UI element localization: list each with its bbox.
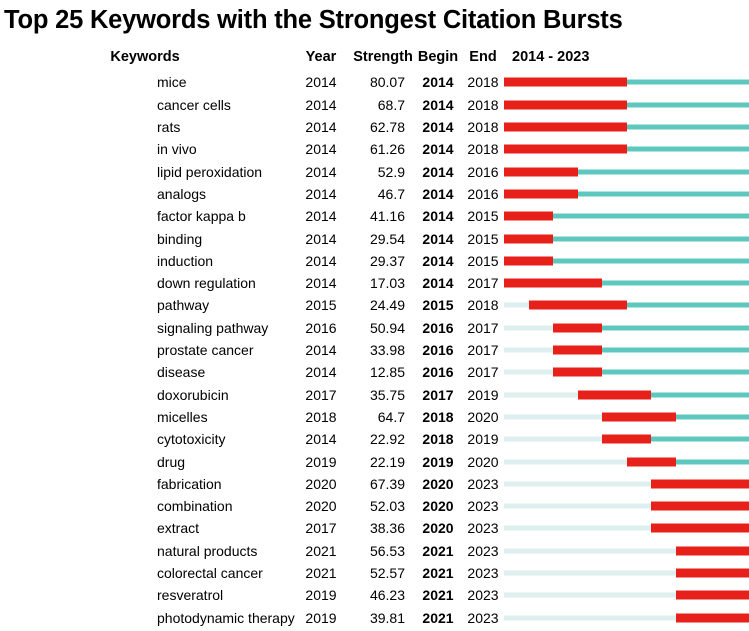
- row-year: 2014: [305, 185, 337, 202]
- table-row: [0, 138, 749, 160]
- table-row: [0, 383, 749, 405]
- row-timeline: [504, 294, 749, 316]
- row-year: 2020: [305, 475, 337, 492]
- timeline-post-segment: [627, 147, 749, 152]
- row-begin: 2014: [422, 141, 454, 158]
- timeline-burst-segment: [504, 145, 627, 154]
- row-year: 2019: [305, 609, 337, 626]
- row-timeline: [504, 339, 749, 361]
- row-begin: 2021: [422, 542, 454, 559]
- timeline-pre-segment: [504, 593, 676, 598]
- timeline-burst-segment: [627, 457, 676, 466]
- table-row: [0, 406, 749, 428]
- table-row: [0, 606, 749, 628]
- table-row: [0, 71, 749, 93]
- row-timeline: [504, 94, 749, 116]
- table-row: [0, 94, 749, 116]
- timeline-pre-segment: [504, 414, 602, 419]
- row-keyword: fabrication: [157, 475, 222, 492]
- row-strength: 61.26: [369, 141, 405, 158]
- row-strength: 17.03: [369, 275, 405, 292]
- row-end: 2017: [467, 319, 499, 336]
- row-begin: 2016: [422, 319, 454, 336]
- row-end: 2019: [467, 431, 499, 448]
- row-timeline: [504, 227, 749, 249]
- row-end: 2023: [467, 587, 499, 604]
- timeline-pre-segment: [504, 481, 651, 486]
- row-timeline: [504, 606, 749, 628]
- row-keyword: signaling pathway: [157, 319, 269, 336]
- row-end: 2020: [467, 408, 499, 425]
- row-strength: 68.7: [377, 96, 405, 113]
- timeline-burst-segment: [553, 323, 602, 332]
- row-begin: 2014: [422, 163, 454, 180]
- row-timeline: [504, 71, 749, 93]
- row-end: 2017: [467, 364, 499, 381]
- burst-table: [0, 49, 749, 628]
- row-keyword: rats: [157, 119, 181, 136]
- row-year: 2018: [305, 408, 337, 425]
- row-end: 2023: [467, 564, 499, 581]
- row-timeline: [504, 116, 749, 138]
- row-begin: 2019: [422, 453, 454, 470]
- row-keyword: down regulation: [157, 275, 256, 292]
- row-begin: 2020: [422, 520, 454, 537]
- timeline-post-segment: [553, 236, 749, 241]
- table-row: [0, 317, 749, 339]
- timeline-post-segment: [602, 370, 749, 375]
- row-keyword: micelles: [157, 408, 208, 425]
- timeline-post-segment: [553, 258, 749, 263]
- row-year: 2016: [305, 319, 337, 336]
- timeline-pre-segment: [504, 437, 602, 442]
- timeline-post-segment: [627, 125, 749, 130]
- row-timeline: [504, 138, 749, 160]
- table-row: [0, 450, 749, 472]
- timeline-burst-segment: [504, 234, 553, 243]
- timeline-post-segment: [602, 325, 749, 330]
- row-strength: 46.7: [377, 185, 405, 202]
- row-keyword: mice: [157, 74, 187, 91]
- row-year: 2014: [305, 74, 337, 91]
- row-year: 2014: [305, 431, 337, 448]
- row-timeline: [504, 406, 749, 428]
- timeline-burst-segment: [602, 412, 676, 421]
- row-keyword: photodynamic therapy: [157, 609, 295, 626]
- timeline-post-segment: [651, 392, 749, 397]
- row-year: 2014: [305, 275, 337, 292]
- row-begin: 2021: [422, 609, 454, 626]
- row-begin: 2018: [422, 408, 454, 425]
- row-year: 2014: [305, 208, 337, 225]
- table-row: [0, 227, 749, 249]
- row-keyword: combination: [157, 498, 233, 515]
- row-end: 2016: [467, 163, 499, 180]
- row-keyword: in vivo: [157, 141, 197, 158]
- row-timeline: [504, 161, 749, 183]
- table-row: [0, 250, 749, 272]
- row-end: 2017: [467, 275, 499, 292]
- row-timeline: [504, 540, 749, 562]
- row-strength: 52.03: [369, 498, 405, 515]
- row-strength: 12.85: [369, 364, 405, 381]
- row-timeline: [504, 473, 749, 495]
- row-year: 2021: [305, 564, 337, 581]
- row-end: 2018: [467, 96, 499, 113]
- timeline-burst-segment: [676, 591, 749, 600]
- timeline-post-segment: [676, 414, 749, 419]
- row-keyword: resveratrol: [157, 587, 224, 604]
- row-timeline: [504, 183, 749, 205]
- timeline-post-segment: [602, 281, 749, 286]
- row-year: 2014: [305, 364, 337, 381]
- row-begin: 2017: [422, 386, 454, 403]
- table-row: [0, 272, 749, 294]
- row-end: 2018: [467, 297, 499, 314]
- row-timeline: [504, 272, 749, 294]
- row-timeline: [504, 517, 749, 539]
- row-strength: 22.92: [369, 431, 405, 448]
- row-strength: 33.98: [369, 342, 405, 359]
- row-year: 2021: [305, 542, 337, 559]
- row-strength: 38.36: [369, 520, 405, 537]
- row-timeline: [504, 495, 749, 517]
- row-strength: 52.57: [369, 564, 405, 581]
- timeline-burst-segment: [529, 301, 627, 310]
- row-keyword: disease: [157, 364, 206, 381]
- table-row: [0, 428, 749, 450]
- table-row: [0, 562, 749, 584]
- row-strength: 22.19: [369, 453, 405, 470]
- row-strength: 52.9: [377, 163, 405, 180]
- table-row: [0, 205, 749, 227]
- row-strength: 56.53: [369, 542, 405, 559]
- row-end: 2023: [467, 498, 499, 515]
- timeline-burst-segment: [504, 123, 627, 132]
- row-keyword: drug: [157, 453, 186, 470]
- column-header-end: End: [469, 49, 497, 66]
- row-strength: 24.49: [369, 297, 405, 314]
- row-begin: 2020: [422, 498, 454, 515]
- row-keyword: cancer cells: [157, 96, 231, 113]
- timeline-pre-segment: [504, 392, 578, 397]
- row-timeline: [504, 450, 749, 472]
- column-header-strength: Strength: [353, 49, 413, 66]
- row-keyword: doxorubicin: [157, 386, 229, 403]
- row-timeline: [504, 428, 749, 450]
- table-row: [0, 294, 749, 316]
- timeline-burst-segment: [651, 524, 749, 533]
- row-keyword: cytotoxicity: [157, 431, 226, 448]
- row-keyword: factor kappa b: [157, 208, 246, 225]
- citation-burst-chart: [0, 49, 749, 628]
- row-begin: 2014: [422, 252, 454, 269]
- timeline-pre-segment: [504, 348, 553, 353]
- timeline-burst-segment: [602, 435, 651, 444]
- row-begin: 2014: [422, 230, 454, 247]
- timeline-post-segment: [627, 80, 749, 85]
- row-timeline: [504, 383, 749, 405]
- timeline-post-segment: [553, 214, 749, 219]
- row-year: 2017: [305, 520, 337, 537]
- timeline-burst-segment: [504, 212, 553, 221]
- row-strength: 80.07: [369, 74, 405, 91]
- row-strength: 41.16: [369, 208, 405, 225]
- table-row: [0, 161, 749, 183]
- timeline-post-segment: [627, 303, 749, 308]
- row-strength: 39.81: [369, 609, 405, 626]
- timeline-pre-segment: [504, 548, 676, 553]
- table-row: [0, 183, 749, 205]
- row-begin: 2014: [422, 74, 454, 91]
- timeline-burst-segment: [651, 502, 749, 511]
- table-row: [0, 339, 749, 361]
- row-strength: 62.78: [369, 119, 405, 136]
- row-keyword: colorectal cancer: [157, 564, 263, 581]
- timeline-burst-segment: [578, 390, 652, 399]
- timeline-pre-segment: [504, 370, 553, 375]
- table-header-row: [0, 49, 749, 71]
- table-row: [0, 116, 749, 138]
- timeline-post-segment: [578, 191, 749, 196]
- row-timeline: [504, 205, 749, 227]
- row-end: 2015: [467, 230, 499, 247]
- row-strength: 50.94: [369, 319, 405, 336]
- table-row: [0, 517, 749, 539]
- row-begin: 2021: [422, 587, 454, 604]
- row-year: 2014: [305, 141, 337, 158]
- row-begin: 2014: [422, 208, 454, 225]
- row-strength: 29.54: [369, 230, 405, 247]
- row-keyword: extract: [157, 520, 200, 537]
- row-begin: 2014: [422, 119, 454, 136]
- row-end: 2023: [467, 609, 499, 626]
- timeline-burst-segment: [553, 346, 602, 355]
- row-end: 2020: [467, 453, 499, 470]
- timeline-burst-segment: [504, 78, 627, 87]
- row-strength: 35.75: [369, 386, 405, 403]
- column-header-keywords: Keywords: [110, 49, 180, 66]
- row-begin: 2014: [422, 275, 454, 292]
- timeline-burst-segment: [504, 189, 578, 198]
- timeline-post-segment: [602, 348, 749, 353]
- row-timeline: [504, 361, 749, 383]
- row-end: 2017: [467, 342, 499, 359]
- timeline-post-segment: [676, 459, 749, 464]
- timeline-pre-segment: [504, 526, 651, 531]
- row-keyword: pathway: [157, 297, 210, 314]
- burst-table-body: [0, 71, 749, 628]
- timeline-burst-segment: [504, 167, 578, 176]
- timeline-burst-segment: [676, 546, 749, 555]
- row-strength: 67.39: [369, 475, 405, 492]
- timeline-burst-segment: [676, 568, 749, 577]
- timeline-pre-segment: [504, 459, 627, 464]
- timeline-burst-segment: [651, 479, 749, 488]
- row-keyword: natural products: [157, 542, 258, 559]
- row-end: 2016: [467, 185, 499, 202]
- row-begin: 2021: [422, 564, 454, 581]
- row-end: 2023: [467, 520, 499, 537]
- row-end: 2018: [467, 141, 499, 158]
- row-begin: 2014: [422, 96, 454, 113]
- row-end: 2015: [467, 208, 499, 225]
- timeline-pre-segment: [504, 303, 529, 308]
- page-title: Top 25 Keywords with the Strongest Citation Bursts: [4, 6, 623, 34]
- timeline-burst-segment: [504, 279, 602, 288]
- row-year: 2014: [305, 96, 337, 113]
- row-begin: 2020: [422, 475, 454, 492]
- row-end: 2019: [467, 386, 499, 403]
- timeline-pre-segment: [504, 570, 676, 575]
- table-row: [0, 361, 749, 383]
- row-begin: 2014: [422, 185, 454, 202]
- row-year: 2014: [305, 163, 337, 180]
- row-year: 2020: [305, 498, 337, 515]
- timeline-pre-segment: [504, 504, 651, 509]
- timeline-pre-segment: [504, 325, 553, 330]
- row-keyword: analogs: [157, 185, 207, 202]
- column-header-year: Year: [305, 49, 337, 66]
- table-row: [0, 473, 749, 495]
- table-row: [0, 584, 749, 606]
- timeline-burst-segment: [676, 613, 749, 622]
- row-strength: 64.7: [377, 408, 405, 425]
- column-header-begin: Begin: [417, 49, 459, 66]
- row-begin: 2016: [422, 364, 454, 381]
- timeline-pre-segment: [504, 615, 676, 620]
- row-keyword: prostate cancer: [157, 342, 254, 359]
- timeline-post-segment: [651, 437, 749, 442]
- row-timeline: [504, 250, 749, 272]
- table-row: [0, 540, 749, 562]
- row-begin: 2015: [422, 297, 454, 314]
- timeline-post-segment: [627, 102, 749, 107]
- row-strength: 29.37: [369, 252, 405, 269]
- column-header-span: 2014 - 2023: [512, 49, 590, 66]
- row-keyword: induction: [157, 252, 214, 269]
- timeline-burst-segment: [504, 256, 553, 265]
- row-year: 2014: [305, 342, 337, 359]
- row-end: 2023: [467, 542, 499, 559]
- table-row: [0, 495, 749, 517]
- row-timeline: [504, 562, 749, 584]
- row-strength: 46.23: [369, 587, 405, 604]
- row-year: 2014: [305, 119, 337, 136]
- row-end: 2023: [467, 475, 499, 492]
- row-begin: 2016: [422, 342, 454, 359]
- row-year: 2017: [305, 386, 337, 403]
- row-end: 2018: [467, 119, 499, 136]
- row-year: 2015: [305, 297, 337, 314]
- row-year: 2014: [305, 252, 337, 269]
- timeline-post-segment: [578, 169, 749, 174]
- row-timeline: [504, 584, 749, 606]
- timeline-burst-segment: [504, 100, 627, 109]
- row-end: 2018: [467, 74, 499, 91]
- row-end: 2015: [467, 252, 499, 269]
- row-year: 2014: [305, 230, 337, 247]
- row-year: 2019: [305, 453, 337, 470]
- timeline-burst-segment: [553, 368, 602, 377]
- row-year: 2019: [305, 587, 337, 604]
- row-keyword: lipid peroxidation: [157, 163, 263, 180]
- row-timeline: [504, 317, 749, 339]
- row-begin: 2018: [422, 431, 454, 448]
- row-keyword: binding: [157, 230, 203, 247]
